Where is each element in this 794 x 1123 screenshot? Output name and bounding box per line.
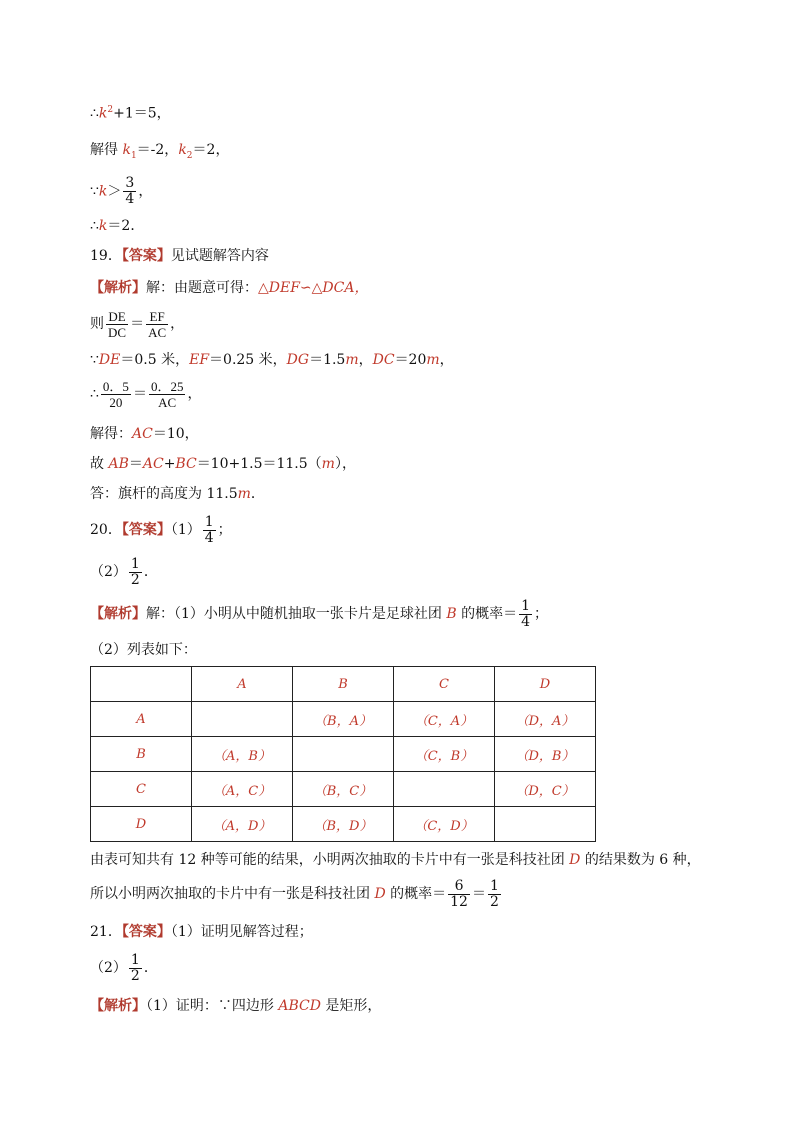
eq1: ＝-2， — [136, 142, 179, 158]
table-row — [91, 772, 596, 807]
table-cell — [495, 807, 596, 842]
var-k2: k — [178, 142, 187, 158]
then-label: 则 — [90, 316, 104, 332]
q21-analysis — [90, 996, 381, 1016]
q19-analysis-intro — [90, 278, 368, 298]
table-cell: C — [394, 667, 495, 702]
summary-text-end: 的结果数为 6 种， — [580, 852, 701, 868]
var-d: D — [374, 886, 386, 902]
table-cell: （C，B） — [394, 737, 495, 772]
solve-label: 解得 — [90, 142, 123, 158]
var-ac: AC — [142, 456, 164, 472]
table-row — [91, 702, 596, 737]
table-cell: （B，A） — [293, 702, 394, 737]
close-paren: ）， — [334, 456, 356, 472]
table-cell: D — [495, 667, 596, 702]
var-de: DE — [98, 352, 121, 368]
var-bc: BC — [175, 456, 197, 472]
q21-answer-2 — [90, 950, 158, 986]
var-k: k — [98, 183, 108, 200]
q20-analysis-1 — [90, 596, 548, 632]
therefore-symbol: ∴ — [90, 218, 99, 234]
var-dg: DG — [286, 352, 310, 368]
q20-summary-1 — [90, 850, 701, 870]
comma: ， — [138, 183, 153, 200]
sub-1: 1 — [130, 150, 137, 161]
calculation: ＝10+1.5＝11.5（ — [196, 456, 322, 472]
answer-text: 见试题解答内容 — [170, 248, 269, 264]
var-k: k — [98, 218, 108, 234]
comma: ， — [170, 316, 185, 332]
var-k1: k — [122, 142, 131, 158]
table-cell — [394, 772, 495, 807]
fraction-1-4: $\frac{1}{4}$ — [204, 513, 214, 546]
q19-given — [90, 350, 454, 370]
analysis-text-end: 是矩形， — [320, 998, 382, 1014]
probability-label: 的概率＝ — [385, 886, 447, 902]
semicolon: ； — [217, 522, 232, 538]
comma: ， — [439, 352, 454, 368]
unit-m: m — [426, 352, 440, 368]
var-abcd: ABCD — [278, 998, 321, 1014]
var-d: D — [569, 852, 581, 868]
equals: ＝ — [128, 456, 143, 472]
var-ac: AC — [132, 426, 153, 442]
therefore-symbol: ∴ — [90, 386, 99, 402]
summary-text: 所以小明两次抽取的卡片中有一张是科技社团 — [90, 886, 375, 902]
q19-final-answer — [90, 484, 265, 504]
q19-compute-ab — [90, 454, 356, 474]
q19-substitute — [90, 376, 201, 412]
part-2-label: （2） — [90, 960, 127, 976]
table-cell: B — [91, 737, 192, 772]
table-cell: B — [293, 667, 394, 702]
part-1-label: （1） — [170, 522, 201, 538]
part-2-label: （2） — [90, 564, 127, 580]
fraction-ef-ac: $\frac{EF}{AC}$ — [148, 308, 167, 340]
table-cell: C — [91, 772, 192, 807]
analysis-tag: 【解析】 — [90, 998, 146, 1014]
table-cell: （C，D） — [394, 807, 495, 842]
analysis-tag: 【解析】 — [90, 606, 146, 622]
var-k: k — [98, 105, 108, 122]
equals: ＝ — [471, 886, 486, 902]
solve-label: 解得： — [90, 426, 132, 442]
period: ． — [143, 564, 158, 580]
period: ． — [250, 486, 265, 502]
fraction-1-2: $\frac{1}{2}$ — [489, 877, 499, 910]
table-cell: （B，C） — [293, 772, 394, 807]
table-cell: A — [91, 702, 192, 737]
hence-label: 故 — [90, 456, 109, 472]
analysis-text: 解：（1）小明从中随机抽取一张卡片是足球社团 — [146, 606, 447, 622]
eq2: ＝2， — [192, 142, 230, 158]
fraction-3-4: $\frac{3}{4}$ — [125, 175, 135, 207]
var-ef: EF — [189, 352, 210, 368]
step-k-condition — [90, 176, 152, 207]
result: ＝2． — [107, 218, 145, 234]
ac-value: ＝10， — [152, 426, 199, 442]
table-row — [91, 737, 596, 772]
fraction-025-ac: $\frac{0.25}{AC}$ — [150, 378, 184, 410]
fraction-de-dc: $\frac{DE}{DC}$ — [108, 308, 127, 340]
dc-value: ＝20 — [394, 352, 427, 368]
table-cell: A — [192, 667, 293, 702]
unit-m: m — [345, 352, 359, 368]
final-answer-text: 答：旗杆的高度为 11.5 — [90, 486, 238, 502]
table-cell — [293, 737, 394, 772]
var-b: B — [446, 606, 457, 622]
table-cell: （A，B） — [192, 737, 293, 772]
table-cell: （A，D） — [192, 807, 293, 842]
answer-tag: 【答案】 — [121, 248, 171, 264]
comma: ， — [187, 386, 202, 402]
therefore-symbol: ∴ — [90, 105, 99, 122]
table-row — [91, 807, 596, 842]
q19-answer — [90, 246, 269, 266]
analysis-text: 解：由题意可得： — [146, 280, 258, 296]
q21-answer-1 — [90, 922, 313, 942]
period: ． — [143, 960, 158, 976]
sub-2: 2 — [186, 150, 193, 161]
q20-answer-2 — [90, 554, 158, 590]
semicolon: ； — [534, 606, 549, 622]
answer-tag: 【答案】 — [121, 924, 171, 940]
analysis-text: （1）证明：∵四边形 — [146, 998, 279, 1014]
part-1-text: （1）证明见解答过程； — [170, 924, 313, 940]
fraction-1-4: $\frac{1}{4}$ — [521, 597, 531, 630]
fraction-1-2: $\frac{1}{2}$ — [130, 555, 140, 588]
q19-ratio — [90, 306, 184, 342]
summary-text: 由表可知共有 12 种等可能的结果，小明两次抽取的卡片中有一张是科技社团 — [90, 852, 570, 868]
fraction-1-2: $\frac{1}{2}$ — [130, 951, 140, 984]
outcome-table — [90, 666, 596, 842]
fraction-05-20: $\frac{0.5}{20}$ — [102, 378, 129, 410]
dg-value: ＝1.5 — [309, 352, 346, 368]
fraction-6-12: $\frac{6}{12}$ — [450, 877, 468, 910]
unit-m: m — [321, 456, 335, 472]
table-cell: （D，C） — [495, 772, 596, 807]
table-cell — [192, 702, 293, 737]
equals: ＝ — [130, 316, 145, 332]
probability-label: 的概率＝ — [456, 606, 518, 622]
q20-table-intro — [90, 640, 197, 660]
table-cell: （D，A） — [495, 702, 596, 737]
question-number: 19． — [90, 248, 122, 264]
step-k-result — [90, 216, 144, 236]
because-symbol: ∵ — [90, 352, 99, 368]
table-cell: D — [91, 807, 192, 842]
gt-sign: ＞ — [107, 183, 122, 200]
question-number: 20． — [90, 522, 122, 538]
table-cell: （D，B） — [495, 737, 596, 772]
step-k-squared: $\therefore k^2+1=5$， — [90, 105, 171, 122]
q19-solve-ac — [90, 424, 199, 444]
table-cell: （B，D） — [293, 807, 394, 842]
step-solve-k — [90, 140, 229, 166]
analysis-tag: 【解析】 — [90, 280, 146, 296]
comma: ， — [358, 352, 373, 368]
q20-answer-1 — [90, 512, 232, 548]
table-cell: （A，C） — [192, 772, 293, 807]
unit-m: m — [237, 486, 251, 502]
q20-summary-2 — [90, 876, 503, 912]
answer-tag: 【答案】 — [121, 522, 171, 538]
equals: ＝ — [132, 386, 147, 402]
eq-text: +1＝5， — [113, 105, 171, 122]
table-cell — [91, 667, 192, 702]
similarity-statement: △DEF∽△DCA， — [258, 280, 369, 296]
table-cell: （C，A） — [394, 702, 495, 737]
plus: + — [163, 456, 176, 472]
var-dc: DC — [372, 352, 395, 368]
var-ab: AB — [108, 456, 129, 472]
de-value: ＝0.5 米， — [120, 352, 190, 368]
question-number: 21． — [90, 924, 122, 940]
table-intro-text: （2）列表如下： — [90, 642, 197, 658]
table-header-row — [91, 667, 596, 702]
ef-value: ＝0.25 米， — [209, 352, 287, 368]
because-symbol: ∵ — [90, 183, 99, 200]
